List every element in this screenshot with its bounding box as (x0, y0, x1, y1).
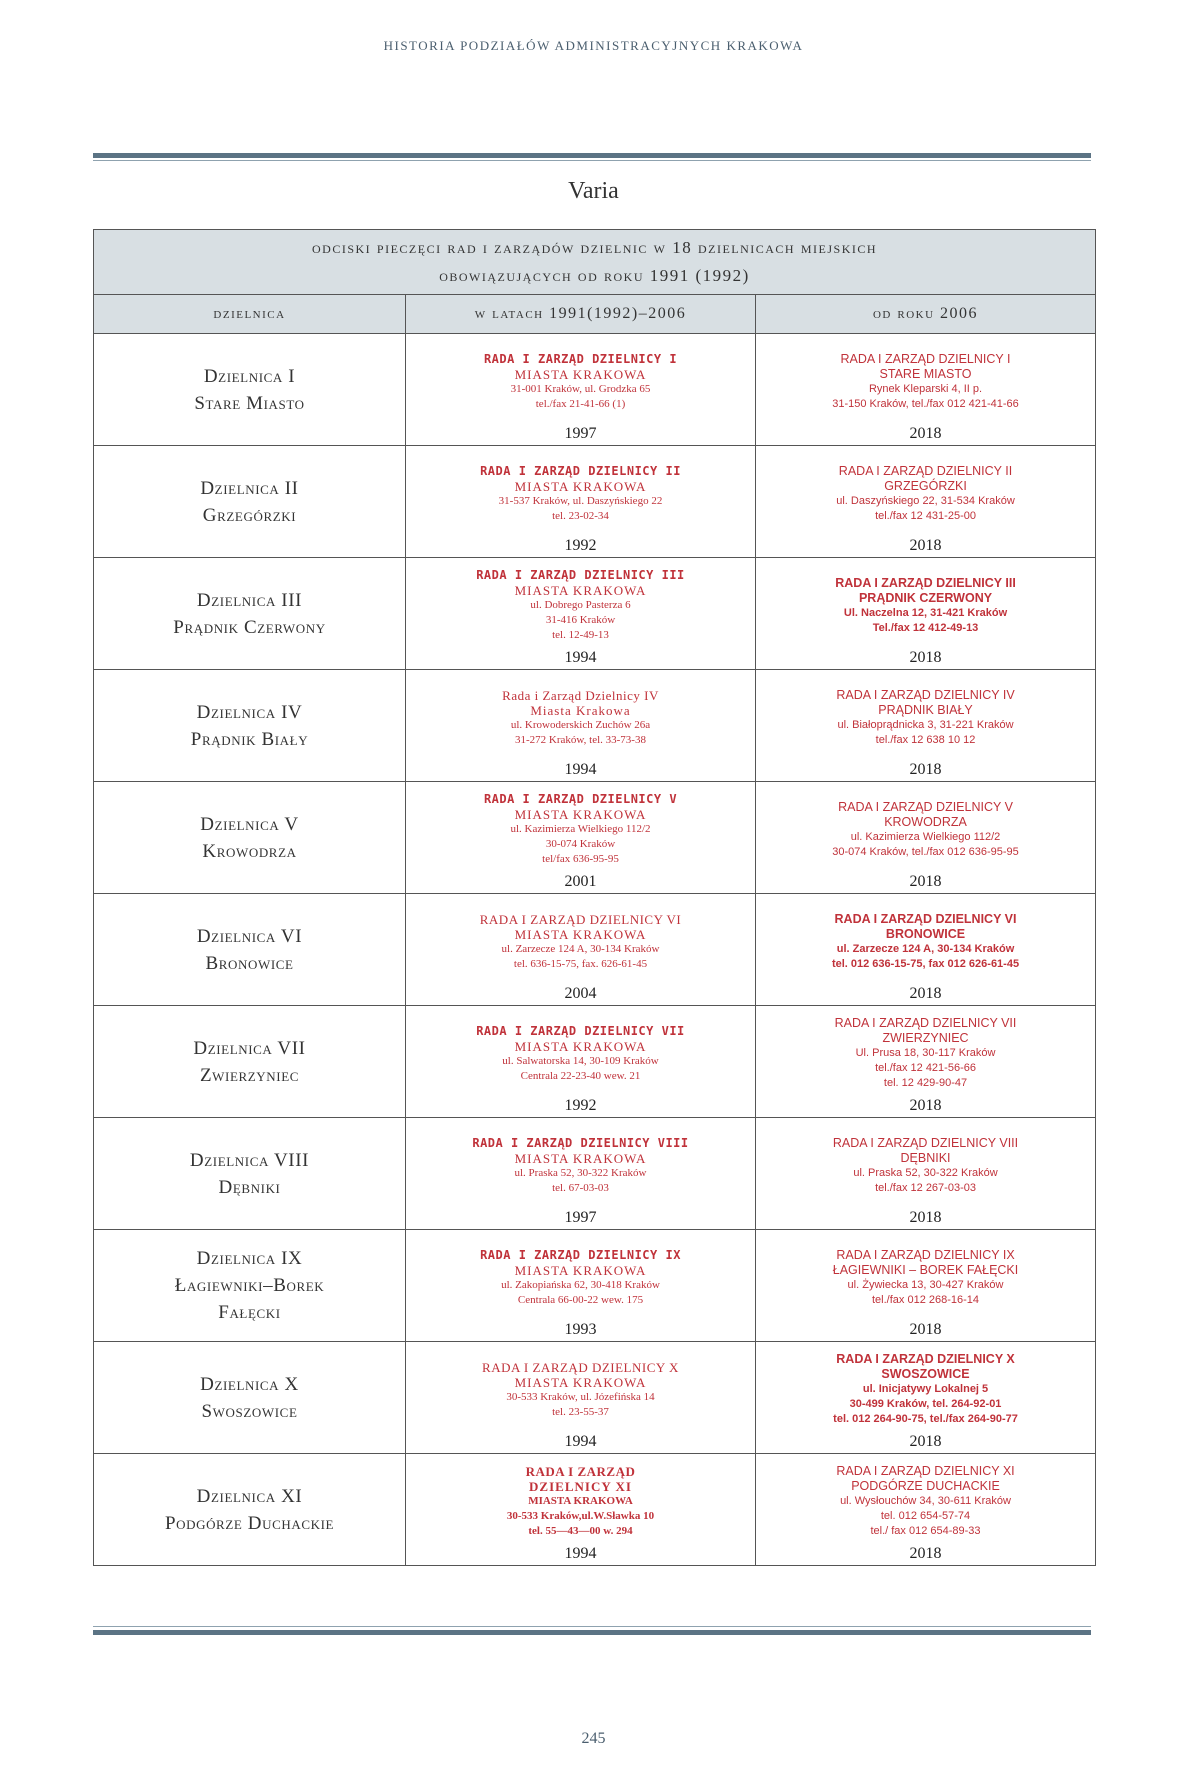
stamp-line: SWOSZOWICE (881, 1367, 970, 1381)
stamp-cell-1991-2006 (406, 1454, 756, 1566)
stamp-cell-1991-2006 (406, 670, 756, 782)
stamp-line: BRONOWICE (885, 926, 966, 941)
stamp-impression (406, 1244, 755, 1328)
stamp-year: 2018 (909, 425, 942, 442)
stamp-line: tel/fax 636-95-95 (542, 853, 619, 865)
district-name-line: Bronowice (205, 952, 294, 974)
district-cell (94, 446, 406, 558)
table-row (94, 1342, 1096, 1454)
stamp-cell-from-2006 (756, 558, 1096, 670)
stamp-line: Centrala 22-23-40 wew. 21 (520, 1069, 641, 1082)
district-name-line: Dzielnica VII (193, 1037, 306, 1059)
stamp-cell-1991-2006 (406, 782, 756, 894)
stamps-table (93, 229, 1096, 1566)
stamp-line: PRĄDNIK BIAŁY (878, 702, 973, 717)
district-name-line: Dzielnica V (200, 813, 299, 835)
stamp-line: RADA I ZARZĄD DZIELNICY III (476, 568, 685, 582)
stamp-impression (756, 1132, 1095, 1216)
stamp-line: tel./fax 012 268-16-14 (872, 1293, 980, 1306)
stamp-cell-1991-2006 (406, 1118, 756, 1230)
stamp-line: tel./fax 12 638 10 12 (875, 733, 976, 746)
stamp-line: RADA I ZARZĄD DZIELNICY VII (476, 1023, 685, 1038)
stamp-cell-from-2006 (756, 446, 1096, 558)
table-row (94, 446, 1096, 558)
stamp-line: RADA I ZARZĄD DZIELNICY VII (834, 1016, 1017, 1030)
stamp-line: 30-533 Kraków, ul. Józefińska 14 (506, 1390, 655, 1403)
stamp-impression (756, 796, 1095, 880)
stamp-line: MIASTA KRAKOWA (528, 1495, 633, 1507)
stamp-line: tel. 55—43—00 w. 294 (528, 1525, 633, 1537)
district-name-line: Prądnik Biały (190, 728, 309, 750)
stamp-line: PODGÓRZE DUCHACKIE (851, 1479, 1000, 1493)
stamp-line: 30-074 Kraków, tel./fax 012 636-95-95 (832, 845, 1019, 858)
table-row (94, 1118, 1096, 1230)
stamp-impression (756, 348, 1095, 432)
stamp-line: ul. Kazimierza Wielkiego 112/2 (850, 830, 1001, 843)
column-header-new-period: od roku 2006 (756, 295, 1096, 334)
table-caption-line2: obowiązujących od roku 1991 (1992) (439, 266, 750, 285)
stamp-line: MIASTA KRAKOWA (514, 1374, 647, 1390)
stamp-impression (406, 1020, 755, 1104)
district-name-line: Dzielnica IX (196, 1248, 303, 1269)
stamp-cell-1991-2006 (406, 1230, 756, 1342)
district-name-line: Prądnik Czerwony (173, 616, 326, 638)
stamp-cell-1991-2006 (406, 1342, 756, 1454)
bottom-rule (93, 1630, 1091, 1635)
stamp-line: ul. Daszyńskiego 22, 31-534 Kraków (836, 494, 1015, 507)
stamp-line: DZIELNICY XI (529, 1479, 632, 1494)
stamp-line: RADA I ZARZĄD DZIELNICY V (838, 799, 1013, 814)
district-name-line: Dzielnica X (200, 1373, 299, 1395)
stamp-line: ul. Zarzecze 124 A, 30-134 Kraków (836, 942, 1015, 955)
stamp-line: MIASTA KRAKOWA (514, 583, 647, 598)
stamp-line: RADA I ZARZĄD DZIELNICY VIII (832, 1135, 1019, 1150)
stamp-line: KROWODRZA (884, 814, 967, 829)
district-name-line: Dzielnica I (203, 365, 296, 387)
stamp-line: RADA I ZARZĄD DZIELNICY IV (836, 687, 1015, 702)
stamp-year: 2018 (909, 1433, 942, 1450)
stamp-year: 1994 (564, 1545, 597, 1562)
stamp-line: RADA I ZARZĄD DZIELNICY II (480, 463, 681, 478)
district-cell (94, 1118, 406, 1230)
stamp-cell-from-2006 (756, 670, 1096, 782)
district-cell (94, 782, 406, 894)
stamp-line: 31-537 Kraków, ul. Daszyńskiego 22 (498, 494, 663, 507)
stamp-line: Ul. Naczelna 12, 31-421 Kraków (843, 606, 1008, 619)
stamp-line: MIASTA KRAKOWA (514, 926, 647, 942)
stamp-year: 1994 (564, 1433, 597, 1450)
stamp-line: PRĄDNIK CZERWONY (858, 590, 993, 605)
stamp-line: tel. 23-02-34 (552, 509, 609, 522)
stamp-line: 31-001 Kraków, ul. Grodzka 65 (510, 382, 651, 395)
stamp-cell-from-2006 (756, 782, 1096, 894)
table-row (94, 670, 1096, 782)
stamp-line: Centrala 66-00-22 wew. 175 (517, 1293, 644, 1306)
stamp-line: RADA I ZARZĄD (525, 1464, 636, 1479)
stamp-line: tel./fax 12 431-25-00 (875, 509, 976, 522)
stamp-year: 2018 (909, 1209, 942, 1226)
stamp-impression (406, 908, 755, 992)
page-number: 245 (581, 1730, 606, 1747)
stamp-year: 1997 (564, 1209, 597, 1226)
table-row (94, 1006, 1096, 1118)
stamp-line: tel. 23-55-37 (552, 1405, 609, 1418)
table-body (94, 334, 1096, 1566)
stamp-cell-from-2006 (756, 334, 1096, 446)
stamp-line: 31-150 Kraków, tel./fax 012 421-41-66 (832, 397, 1019, 410)
stamp-year: 1997 (564, 425, 597, 442)
stamp-cell-1991-2006 (406, 1006, 756, 1118)
district-name-line: Dzielnica VIII (189, 1149, 310, 1171)
section-title: Varia (568, 178, 619, 204)
district-name-line: Fałęcki (218, 1302, 281, 1323)
stamp-line: RADA I ZARZĄD DZIELNICY I (840, 351, 1011, 366)
stamp-line: 31-272 Kraków, tel. 33-73-38 (515, 733, 646, 746)
stamp-cell-1991-2006 (406, 446, 756, 558)
stamp-year: 2018 (909, 1097, 942, 1114)
stamp-line: ul. Salwatorska 14, 30-109 Kraków (502, 1054, 659, 1067)
stamp-cell-from-2006 (756, 1230, 1096, 1342)
stamp-line: RADA I ZARZĄD DZIELNICY I (483, 351, 678, 366)
stamp-line: Rada i Zarząd Dzielnicy IV (502, 687, 659, 703)
stamp-line: GRZEGÓRZKI (884, 478, 967, 493)
stamp-line: MIASTA KRAKOWA (514, 1038, 647, 1054)
stamp-line: ul. Krowoderskich Zuchów 26a (510, 718, 651, 731)
stamp-line: ul. Inicjatywy Lokalnej 5 (862, 1383, 989, 1395)
stamp-line: ul. Dobrego Pasterza 6 (530, 599, 631, 611)
district-cell (94, 1006, 406, 1118)
stamp-year: 2001 (564, 873, 597, 890)
district-cell (94, 1342, 406, 1454)
stamp-year: 2018 (909, 985, 942, 1002)
stamp-year: 2018 (909, 873, 942, 890)
table-row (94, 894, 1096, 1006)
table-row (94, 334, 1096, 446)
stamp-line: ul. Praska 52, 30-322 Kraków (514, 1166, 647, 1179)
stamp-impression (406, 1132, 755, 1216)
stamp-line: tel./fax 12 267-03-03 (875, 1181, 976, 1194)
stamp-year: 2018 (909, 649, 942, 666)
stamp-line: tel. 12-49-13 (552, 629, 609, 641)
table-row (94, 782, 1096, 894)
stamp-line: 30-074 Kraków (545, 838, 616, 850)
stamp-year: 2004 (564, 985, 597, 1002)
district-name-line: Dzielnica VI (196, 925, 303, 947)
district-cell (94, 1454, 406, 1566)
district-name-line: Stare Miasto (194, 392, 305, 414)
stamp-cell-1991-2006 (406, 334, 756, 446)
stamp-line: 30-533 Kraków,ul.W.Sławka 10 (506, 1510, 655, 1522)
district-name-line: Podgórze Duchackie (164, 1512, 335, 1534)
district-name-line: Krowodrza (202, 840, 297, 862)
stamp-year: 1994 (564, 649, 597, 666)
district-name-line: Dzielnica IV (196, 701, 303, 723)
table-row (94, 1454, 1096, 1566)
stamp-line: MIASTA KRAKOWA (514, 366, 647, 382)
district-name-line: Dzielnica II (200, 477, 299, 499)
stamp-line: tel. 67-03-03 (552, 1181, 609, 1194)
stamp-line: tel./fax 21-41-66 (1) (535, 397, 626, 410)
stamp-impression (756, 1244, 1095, 1328)
stamp-line: tel./fax 12 421-56-66 (875, 1062, 976, 1074)
stamp-line: MIASTA KRAKOWA (514, 807, 647, 822)
stamp-line: RADA I ZARZĄD DZIELNICY IX (836, 1247, 1015, 1262)
stamp-line: ul. Kazimierza Wielkiego 112/2 (510, 823, 651, 835)
stamp-line: ul. Wysłouchów 34, 30-611 Kraków (840, 1495, 1011, 1507)
stamp-line: ul. Białoprądnicka 3, 31-221 Kraków (837, 718, 1014, 731)
table-row (94, 1230, 1096, 1342)
stamp-line: RADA I ZARZĄD DZIELNICY II (838, 463, 1013, 478)
stamp-line: ul. Praska 52, 30-322 Kraków (853, 1166, 998, 1179)
stamp-line: ZWIERZYNIEC (882, 1031, 969, 1045)
column-header-district: dzielnica (94, 295, 406, 334)
district-cell (94, 558, 406, 670)
district-name-line: Dzielnica XI (196, 1485, 303, 1507)
district-cell (94, 670, 406, 782)
stamp-impression (406, 684, 755, 768)
stamp-line: ul. Zakopiańska 62, 30-418 Kraków (501, 1278, 660, 1291)
top-rule (93, 153, 1091, 158)
stamp-line: RADA I ZARZĄD DZIELNICY III (835, 575, 1016, 590)
stamp-line: tel. 12 429-90-47 (883, 1077, 968, 1089)
stamp-line: tel./ fax 012 654-89-33 (870, 1525, 981, 1537)
stamp-line: STARE MIASTO (879, 366, 972, 381)
table-caption (94, 230, 1096, 295)
stamp-line: 31-416 Kraków (545, 614, 616, 626)
stamp-year: 2018 (909, 1321, 942, 1338)
stamp-line: MIASTA KRAKOWA (514, 1262, 647, 1278)
column-header-old-period: w latach 1991(1992)–2006 (406, 295, 756, 334)
district-name-line: Swoszowice (201, 1400, 298, 1422)
stamp-line: RADA I ZARZĄD DZIELNICY VI (834, 911, 1017, 926)
stamp-cell-from-2006 (756, 1342, 1096, 1454)
stamp-line: tel. 012 636-15-75, fax 012 626-61-45 (831, 957, 1020, 970)
stamp-line: tel. 636-15-75, fax. 626-61-45 (513, 957, 648, 970)
stamp-line: Tel./fax 12 412-49-13 (872, 621, 979, 634)
district-name-line: Zwierzyniec (199, 1064, 300, 1086)
district-cell (94, 1230, 406, 1342)
stamp-cell-from-2006 (756, 894, 1096, 1006)
stamp-year: 1994 (564, 761, 597, 778)
stamp-line: ul. Zarzecze 124 A, 30-134 Kraków (501, 942, 660, 955)
table-row (94, 558, 1096, 670)
stamp-impression (756, 908, 1095, 992)
stamp-cell-from-2006 (756, 1118, 1096, 1230)
table-caption-line1: odciski pieczęci rad i zarządów dzielnic w 18 dzielnicach miejskich (311, 238, 878, 257)
stamp-line: RADA I ZARZĄD DZIELNICY VI (479, 911, 682, 927)
stamp-line: RADA I ZARZĄD DZIELNICY V (483, 792, 678, 806)
stamp-line: ŁAGIEWNIKI – BOREK FAŁĘCKI (832, 1262, 1019, 1277)
stamp-cell-1991-2006 (406, 558, 756, 670)
stamp-line: tel. 012 264-90-75, tel./fax 264-90-77 (833, 1413, 1018, 1425)
stamp-cell-from-2006 (756, 1006, 1096, 1118)
district-name-line: Dębniki (218, 1176, 281, 1198)
stamp-line: Miasta Krakowa (530, 702, 631, 718)
stamp-impression (756, 572, 1095, 656)
stamp-year: 1992 (564, 1097, 597, 1114)
stamp-line: Ul. Prusa 18, 30-117 Kraków (855, 1047, 996, 1059)
running-head: HISTORIA PODZIAŁÓW ADMINISTRACYJNYCH KRAKOWA (383, 38, 804, 53)
district-name-line: Dzielnica III (196, 589, 303, 611)
stamp-line: RADA I ZARZĄD DZIELNICY VIII (472, 1135, 689, 1150)
stamp-line: DĘBNIKI (900, 1150, 951, 1165)
stamp-year: 2018 (909, 1545, 942, 1562)
stamp-year: 2018 (909, 537, 942, 554)
stamp-line: Rynek Kleparski 4, II p. (868, 382, 983, 395)
district-cell (94, 894, 406, 1006)
stamp-year: 1992 (564, 537, 597, 554)
stamp-line: RADA I ZARZĄD DZIELNICY XI (836, 1464, 1015, 1478)
district-cell (94, 334, 406, 446)
district-name-line: Grzegórzki (202, 504, 297, 526)
stamp-line: tel. 012 654-57-74 (880, 1510, 971, 1522)
stamp-line: ul. Żywiecka 13, 30-427 Kraków (847, 1278, 1004, 1291)
stamp-line: MIASTA KRAKOWA (514, 1150, 647, 1166)
stamp-line: 30-499 Kraków, tel. 264-92-01 (849, 1398, 1002, 1410)
stamp-line: MIASTA KRAKOWA (514, 478, 647, 494)
district-name-line: Łagiewniki–Borek (174, 1275, 325, 1296)
stamp-impression (406, 1356, 755, 1440)
stamp-year: 2018 (909, 761, 942, 778)
stamp-impression (756, 460, 1095, 544)
stamp-cell-1991-2006 (406, 894, 756, 1006)
stamp-impression (406, 460, 755, 544)
stamp-line: RADA I ZARZĄD DZIELNICY X (836, 1352, 1015, 1366)
stamp-line: RADA I ZARZĄD DZIELNICY X (482, 1359, 679, 1375)
stamp-line: RADA I ZARZĄD DZIELNICY IX (480, 1247, 681, 1262)
stamp-cell-from-2006 (756, 1454, 1096, 1566)
stamp-year: 1993 (564, 1321, 597, 1338)
stamp-impression (406, 348, 755, 432)
stamp-impression (756, 684, 1095, 768)
